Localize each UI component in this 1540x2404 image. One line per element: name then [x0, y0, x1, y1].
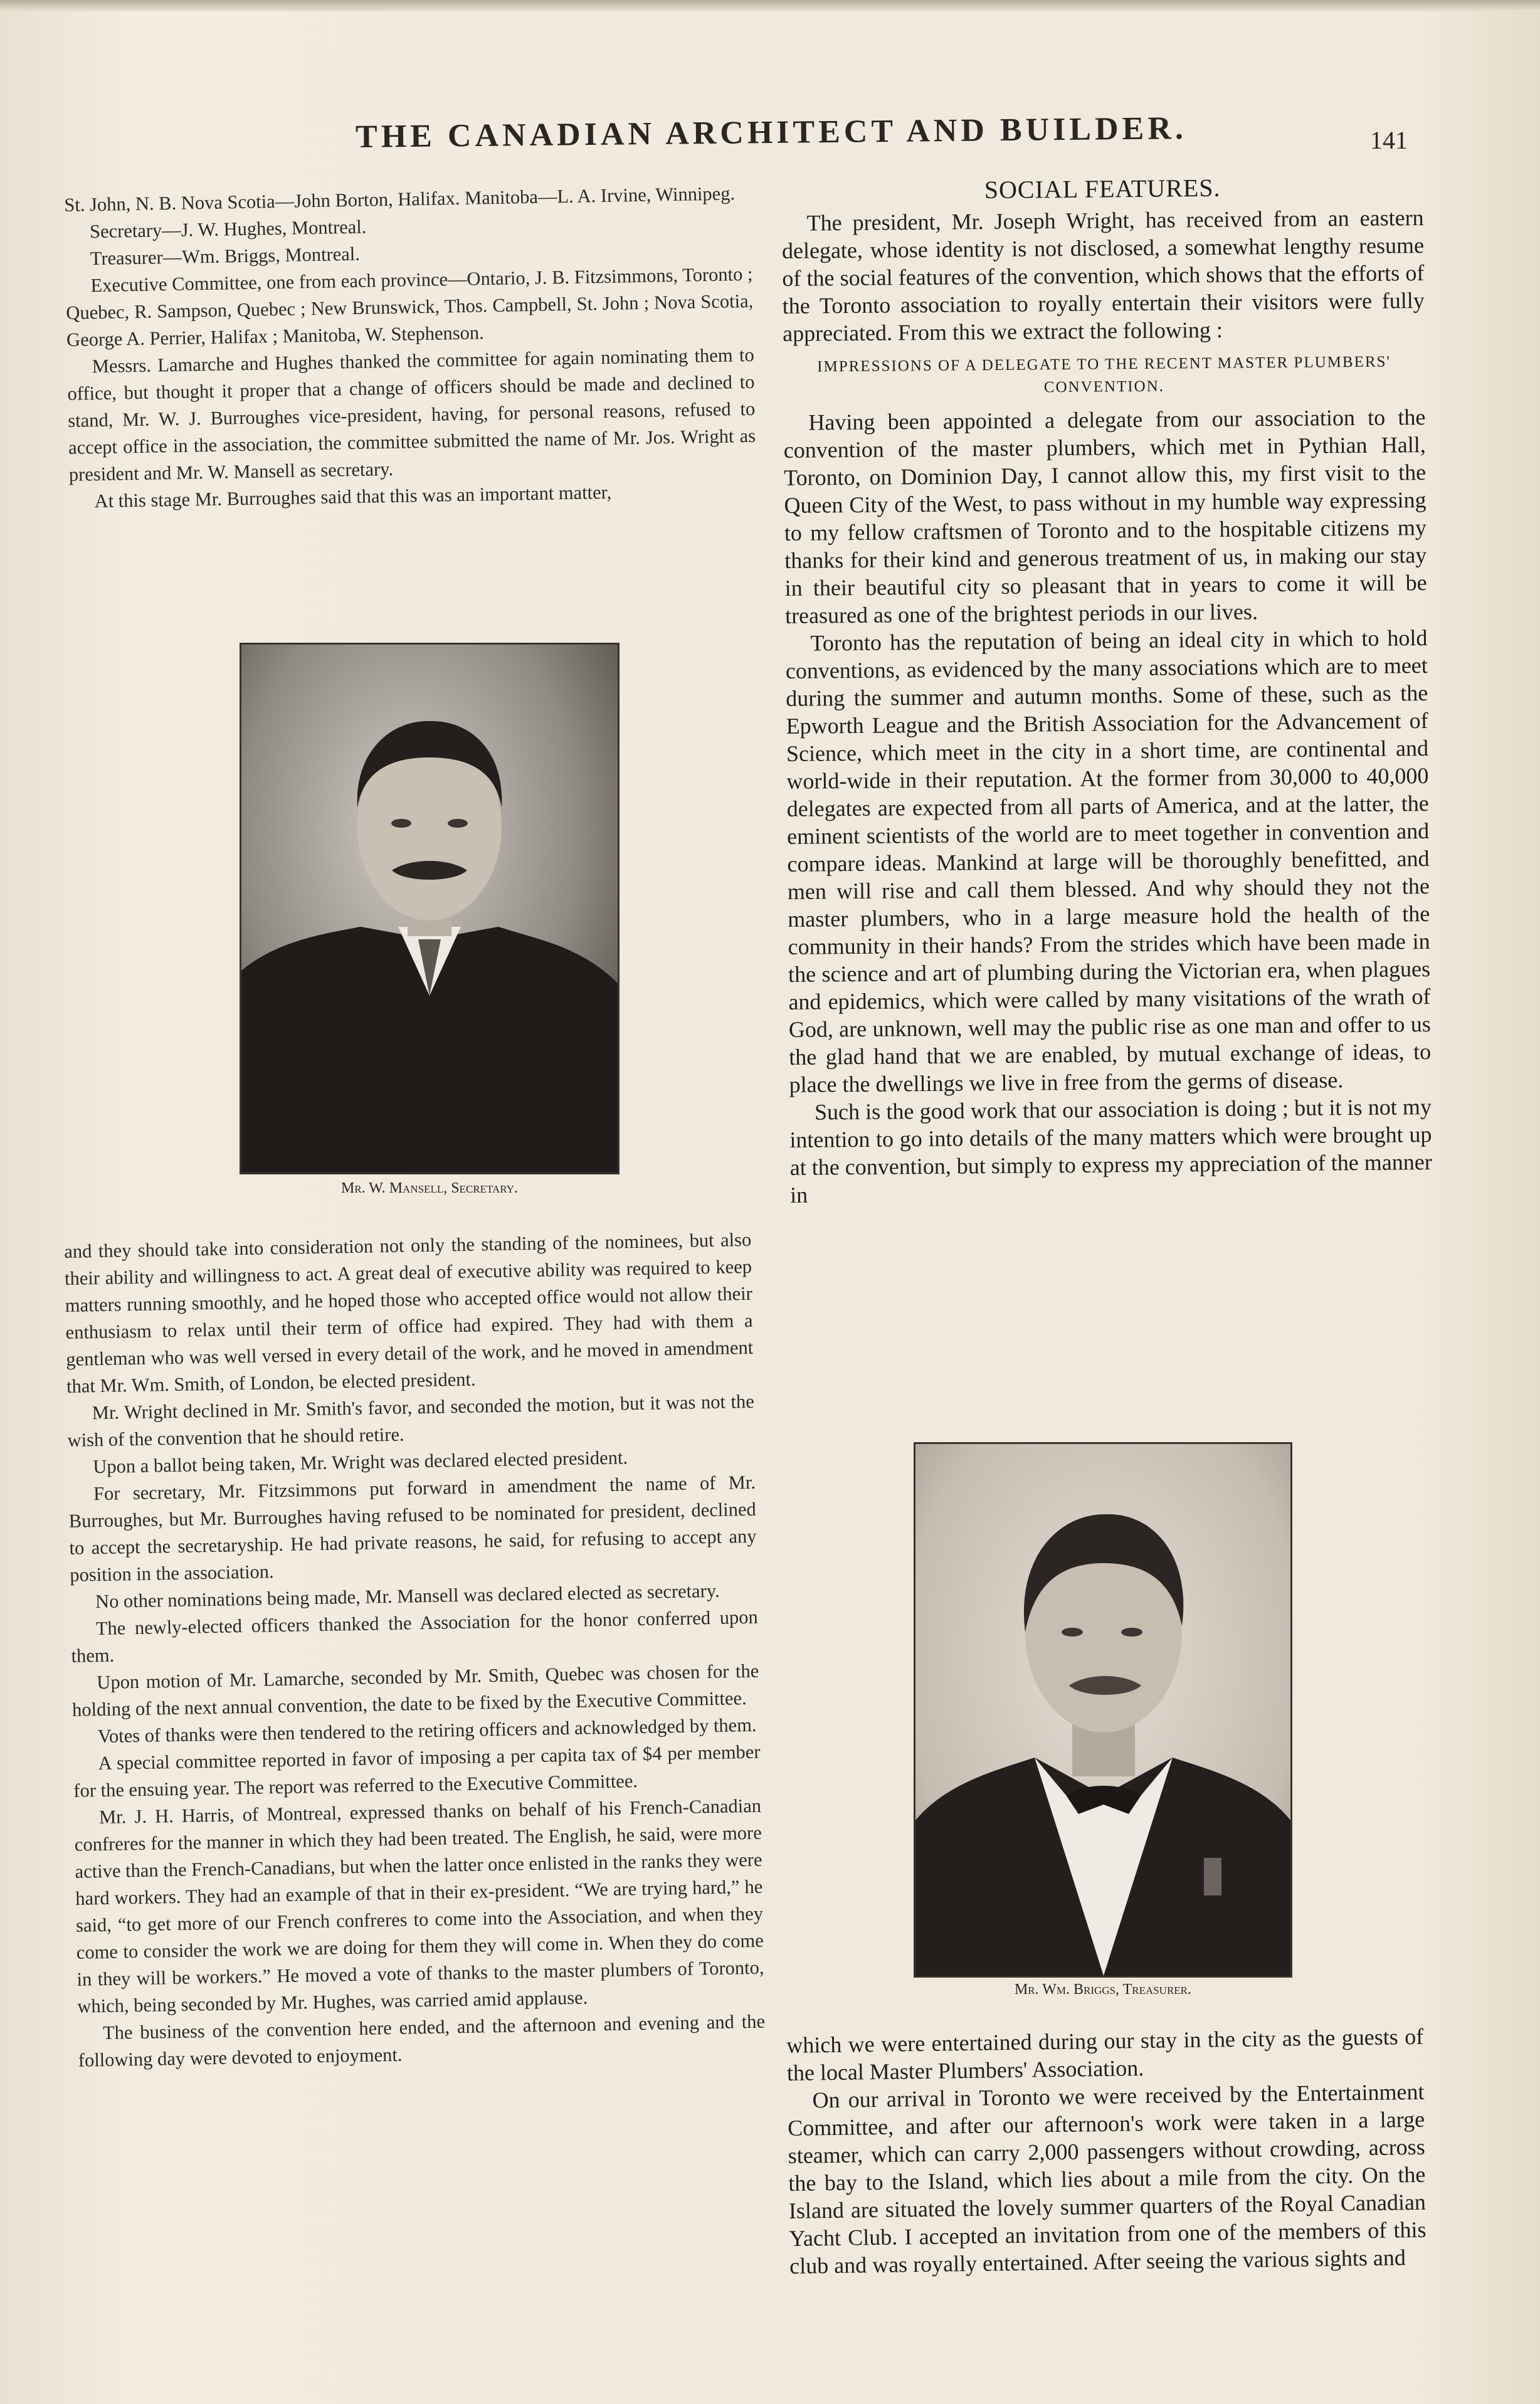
left-para: The newly-elected officers thanked the Association for the honor conferred upon them. [71, 1606, 759, 1667]
left-para: and they should take into consideration not only the standing of the nominees, but also their ability and willingness to act. A great deal of executive ability was required to keep matters running smoothly, and he hoped those who accepted office would not allow their enthusiasm to relax until their term of office had expired. They had with them a gentleman who was well versed in every detail of the work, and he moved in amendment that Mr. Wm. Smith, of London, be elected president. [64, 1228, 754, 1397]
portrait-mansell [240, 643, 620, 1174]
right-para: Toronto has the reputation of being an ideal city in which to hold conventions, as evidenced by the many associations which are to meet during the summer and autumn months. Some of these, such as the Epworth League and the British Association for the Advancement of Science, which meet in the city in a short time, are continental and world-wide in their reputation. At the former from 30,000 to 40,000 delegates are expected from all parts of America, and at the latter, the eminent scientists of the world are to meet together in convention and compare ideas. Mankind at large will be thoroughly benefitted, and men will rise and call them blessed. And why should they not the master plumbers, who in a large measure hold the health of the community in their hands? From the strides which have been made in the science and art of plumbing during the Victorian era, when plagues and epidemics, which were called by many visitations of the wrath of God, are unknown, well may the public rise as one man and offer to us the glad hand that we are enabled, by mutual exchange of ideas, to place the dwellings we live in free from the germs of disease. [785, 625, 1432, 1097]
left-para: A special committee reported in favor of imposing a per capita tax of $4 per member for the ensuing year. The report was referred to the Executive Committee. [73, 1741, 761, 1801]
left-para: Mr. Wright declined in Mr. Smith's favor, and seconded the motion, but it was not the wish of the convention that he should retire. [67, 1390, 754, 1451]
portrait-briggs [914, 1442, 1292, 1978]
left-para: Upon a ballot being taken, Mr. Wright was declared elected president. [93, 1447, 628, 1478]
portrait-briggs-image [915, 1444, 1290, 1976]
portrait-mansell-image [241, 645, 618, 1173]
portrait-mansell-caption: Mr. W. Mansell, Secretary. [341, 1180, 518, 1196]
left-para: Upon motion of Mr. Lamarche, seconded by Mr. Smith, Quebec was chosen for the holding of the next annual convention, the date to be fixed by the Executive Committee. [71, 1660, 759, 1721]
left-para: At this stage Mr. Burroughes said that this was an important matter, [94, 481, 612, 512]
masthead: THE CANADIAN ARCHITECT AND BUILDER. [355, 110, 1188, 155]
right-intro: The president, Mr. Joseph Wright, has received from an eastern delegate, whose identity is not disclosed, a somewhat lengthy resume of the social features of the convention, which shows that the efforts of the Toronto association to royally entertain their visitors were fully appreciated. From this we extract the following : [781, 205, 1425, 346]
left-para: The business of the convention here ended, and the afternoon and evening and the following day were devoted to enjoyment. [78, 2010, 766, 2071]
left-para: Votes of thanks were then tendered to the retiring officers and acknowledged by them. [97, 1714, 757, 1748]
right-column-bottom [786, 2023, 1428, 2358]
left-para: Messrs. Lamarche and Hughes thanked the committee for again nominating them to office, but thought it proper that a change of officers should be made and declined to stand, Mr. W. J. Burroughes vice-president, having, for personal reasons, refused to accept office in the association, the committee submitted the name of Mr. Jos. Wright as president and Mr. W. Mansell as secretary. [67, 344, 756, 485]
left-para: No other nominations being made, Mr. Mansell was declared elected as secretary. [95, 1579, 720, 1613]
page-number: 141 [1370, 126, 1408, 154]
left-para: Executive Committee, one from each province—Ontario, J. B. Fitzsimmons, Toronto ; Quebec, R. Sampson, Quebec ; New Brunswick, Thos. Campbell, St. John ; Nova Scotia, George A. Perrier, Halifax ; Manitoba, W. Stephenson. [66, 263, 754, 351]
portrait-briggs-caption: Mr. Wm. Briggs, Treasurer. [1014, 1981, 1192, 1998]
section-subheading: IMPRESSIONS OF A DELEGATE TO THE RECENT MASTER PLUMBERS' CONVENTION. [817, 353, 1391, 396]
right-para: Having been appointed a delegate from our association to the convention of the master plumbers, which met in Pythian Hall, Toronto, on Dominion Day, I cannot allow this, my first visit to the Queen City of the West, to pass without in my humble way expressing to my fellow craftsmen of Toronto and to the hospitable citizens my thanks for their kind and generous treatment of us, in making our stay in their beautiful city so pleasant that in years to come it will be treasured as one of the brightest periods in our lives. [783, 404, 1427, 628]
left-para: St. John, N. B. Nova Scotia—John Borton, Halifax. Manitoba—L. A. Irvine, Winnipeg. [64, 182, 736, 216]
page-top-edge [0, 0, 1540, 11]
left-para: Secretary—J. W. Hughes, Montreal. [89, 216, 367, 243]
section-heading: SOCIAL FEATURES. [984, 173, 1221, 204]
right-para: Such is the good work that our association is doing ; but it is not my intention to go into details of the many matters which were brought up at the convention, but simply to express my appreciation of the manner in [789, 1094, 1432, 1208]
left-column-top [64, 180, 758, 593]
left-para: Treasurer—Wm. Briggs, Montreal. [90, 243, 361, 270]
left-para: For secretary, Mr. Fitzsimmons put forward in amendment the name of Mr. Burroughes, but Mr. Burroughes having refused to be nominated for president, declined to accept the secretaryship. He had private reasons, he said, for refusing to accept any position in the association. [68, 1471, 757, 1586]
right-para: which we were entertained during our stay in the city as the guests of the local Master Plumbers' Association. [786, 2023, 1424, 2085]
right-column-top [781, 172, 1434, 1407]
right-para: On our arrival in Toronto we were received by the Entertainment Committee, and after our afternoon's work were taken in a large steamer, which can carry 2,000 passengers without crowding, across the bay to the Island, which lies about a mile from the city. On the Island are situated the lovely summer quarters of the Royal Canadian Yacht Club. I accepted an invitation from one of the members of this club and was royally entertained. After seeing the various sights and [787, 2079, 1427, 2279]
left-column-bottom [64, 1226, 771, 2361]
left-para: Mr. J. H. Harris, of Montreal, expressed thanks on behalf of his French-Canadian confreres for the manner in which they had been treated. The English, he said, were more active than the French-Canadians, but when the latter once enlisted in the ranks they were hard workers. They had an example of that in their ex-president. “We are trying hard,” he said, “to get more of our French confreres to come into the Association, and when they come to consider the work we are doing for them they will come in. When they do come in they will be workers.” He moved a vote of thanks to the master plumbers of Toronto, which, being seconded by Mr. Hughes, was carried amid applause. [74, 1795, 764, 2017]
